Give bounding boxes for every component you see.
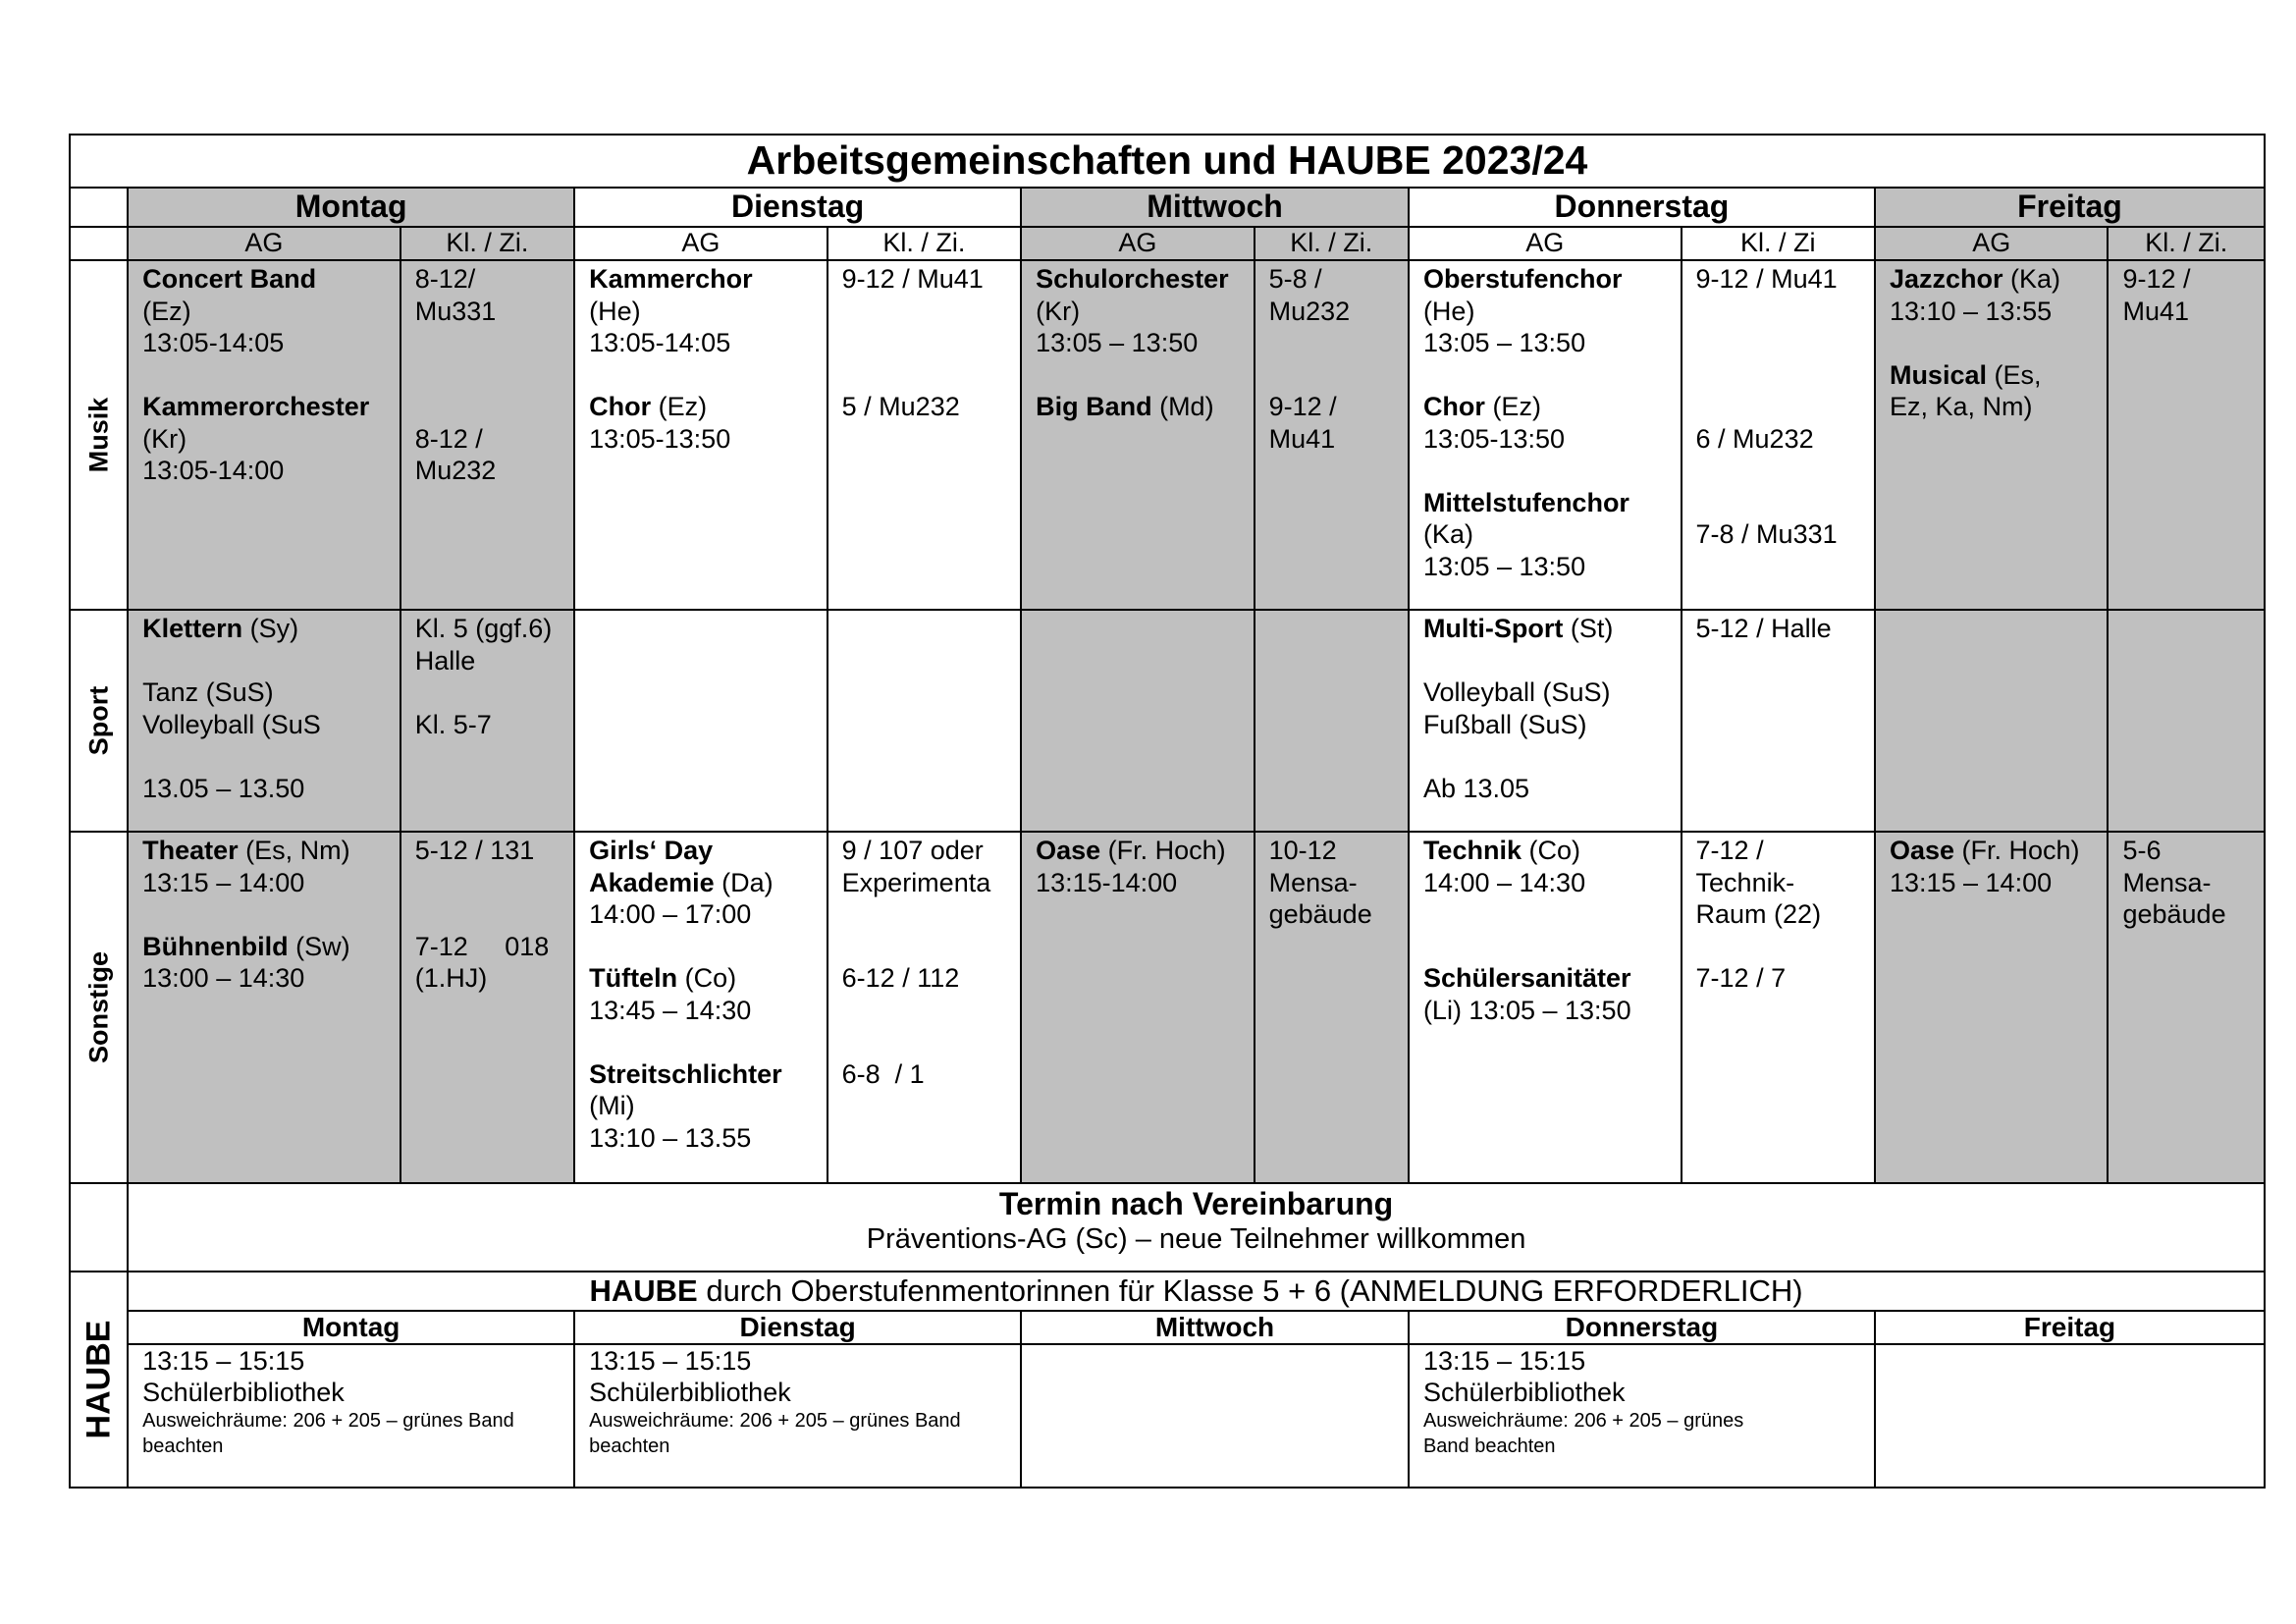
haube-note: beachten: [589, 1435, 670, 1457]
day-header-dienstag: Dienstag: [574, 188, 1021, 227]
ag-detail: (Da): [714, 867, 774, 897]
cell-line: [1036, 867, 1240, 899]
ag-detail: 13:45 – 14:30: [589, 995, 752, 1025]
cell-line: [589, 995, 813, 1027]
sonstige-dienstag-kl: [828, 832, 1021, 1183]
sonstige-montag-kl: [400, 832, 574, 1183]
ag-detail: (He): [589, 296, 641, 326]
schedule-sheet: [69, 134, 2266, 1489]
sport-donnerstag-kl: [1682, 610, 1875, 832]
termin-text: Präventions-AG (Sc) – neue Teilnehmer willkommen: [866, 1223, 1526, 1255]
cell-line: 9-12 /: [1268, 392, 1337, 421]
sport-montag-ag: [128, 610, 400, 832]
page-title: Arbeitsgemeinschaften und HAUBE 2023/24: [70, 135, 2265, 188]
ag-detail: Volleyball (SuS): [1422, 677, 1611, 707]
cell-line: [142, 263, 386, 296]
ag-detail: (Ka): [2002, 264, 2061, 294]
musik-freitag-kl: [2108, 260, 2265, 610]
haube-location: Schülerbibliothek: [589, 1378, 791, 1407]
ag-detail: (St): [1563, 614, 1614, 643]
termin-heading: Termin nach Vereinbarung: [998, 1186, 1394, 1221]
cell-line: 7-12 018: [414, 931, 550, 961]
sonstige-freitag-ag: [1875, 832, 2109, 1183]
day-header-montag: Montag: [128, 188, 574, 227]
ag-name: Kammerorchester: [142, 392, 370, 421]
haube-time: 13:15 – 15:15: [142, 1346, 305, 1376]
subheader-ag: AG: [1021, 227, 1255, 260]
cell-line: [1036, 835, 1240, 867]
cell-line: 9 / 107 oder: [841, 836, 984, 865]
cell-line: 6-12 / 112: [841, 963, 960, 993]
ag-detail: (Ez): [142, 296, 191, 326]
subheader-ag: AG: [128, 227, 400, 260]
cell-line: [1423, 613, 1667, 645]
ag-detail: (Kr): [142, 423, 187, 454]
row-label-haube: HAUBE: [70, 1272, 128, 1488]
cell-line: Technik-: [1695, 867, 1795, 897]
cell-line: 9-12 / Mu41: [841, 264, 984, 294]
ag-name: Streitschlichter: [589, 1058, 782, 1089]
cell-line: [589, 296, 813, 328]
row-label-sport: Sport: [70, 610, 128, 832]
ag-detail: (Fr. Hoch): [1100, 836, 1226, 865]
haube-time: 13:15 – 15:15: [1422, 1346, 1586, 1376]
cell-line: 5-6: [2122, 836, 2162, 865]
spacer: [1696, 327, 1860, 359]
spacer: [842, 898, 1006, 931]
ag-detail: 13:00 – 14:30: [142, 963, 305, 993]
cell-line: Mensa-: [1268, 867, 1358, 897]
haube-heading: HAUBE durch Oberstufenmentorinnen für Klasse 5 + 6 (ANMELDUNG ERFORDERLICH): [128, 1272, 2265, 1311]
cell-line: 5-12 / 131: [414, 836, 535, 865]
ag-name: Bühnenbild: [142, 931, 289, 961]
sonstige-dienstag-ag: [574, 832, 828, 1183]
ag-detail: (He): [1422, 296, 1475, 326]
cell-line: [1036, 296, 1240, 328]
spacer: [842, 995, 1006, 1027]
subheader-kl: Kl. / Zi.: [400, 227, 574, 260]
ag-detail: 13:15-14:00: [1036, 867, 1178, 897]
cell-line: [1423, 423, 1667, 456]
ag-detail: 13:05 – 13:50: [1422, 328, 1586, 357]
cell-line: Halle: [414, 645, 476, 676]
ag-detail: 13:05-14:05: [589, 328, 731, 357]
ag-detail: 13:10 – 13.55: [589, 1122, 752, 1153]
ag-detail: (Es,: [1987, 359, 2042, 390]
spacer: [1423, 359, 1667, 392]
cell-line: [589, 263, 813, 296]
row-label-sonstige: Sonstige: [70, 832, 128, 1183]
spacer: [1423, 931, 1667, 963]
haube-day-donnerstag: Donnerstag: [1409, 1311, 1875, 1344]
ag-name: Kammerchor: [589, 264, 753, 294]
cell-line: [589, 835, 813, 867]
cell-line: [142, 677, 386, 709]
spacer: [415, 327, 560, 359]
haube-location: Schülerbibliothek: [1422, 1378, 1626, 1407]
cell-line: [589, 867, 813, 899]
ag-detail: 14:00 – 17:00: [589, 899, 752, 929]
haube-note: Band beachten: [1422, 1435, 1556, 1457]
cell-line: [1423, 677, 1667, 709]
cell-line: [1423, 551, 1667, 583]
ag-name: Mittelstufenchor: [1422, 487, 1629, 517]
ag-detail: (Co): [677, 963, 737, 993]
sport-montag-kl: [400, 610, 574, 832]
spacer: [842, 296, 1006, 328]
cell-line: [142, 931, 386, 963]
subheader-ag: AG: [1409, 227, 1682, 260]
cell-line: gebäude: [1268, 899, 1372, 929]
cell-line: 10-12: [1268, 836, 1337, 865]
cell-line: [142, 962, 386, 995]
spacer: [1696, 296, 1860, 328]
sonstige-donnerstag-kl: [1682, 832, 1875, 1183]
haube-montag-cell: [128, 1344, 574, 1488]
spacer: [1890, 327, 2094, 359]
cell-line: 6 / Mu232: [1695, 423, 1814, 454]
haube-day-freitag: Freitag: [1875, 1311, 2265, 1344]
spacer: [1036, 359, 1240, 392]
cell-line: [589, 962, 813, 995]
ag-name: Theater: [142, 836, 239, 865]
ag-name: Chor: [1422, 392, 1485, 421]
cell-line: [142, 327, 386, 359]
cell-line: Mu232: [414, 456, 497, 485]
spacer: [1696, 391, 1860, 423]
cell-line: gebäude: [2122, 899, 2226, 929]
sonstige-donnerstag-ag: [1409, 832, 1682, 1183]
ag-name: Tüfteln: [589, 963, 678, 993]
spacer: [1423, 645, 1667, 677]
cell-line: 5 / Mu232: [841, 392, 960, 421]
subheader-kl: Kl. / Zi.: [828, 227, 1021, 260]
sport-dienstag-ag: [574, 610, 828, 832]
cell-line: 8-12 /: [414, 423, 483, 454]
cell-line: [589, 898, 813, 931]
subheader-ag: AG: [1875, 227, 2109, 260]
cell-line: 9-12 /: [2122, 264, 2191, 294]
cell-line: [589, 1122, 813, 1155]
corner-cell: [70, 227, 128, 260]
cell-line: [1423, 327, 1667, 359]
termin-cell: [128, 1183, 2265, 1272]
ag-detail: Volleyball (SuS: [142, 709, 321, 739]
cell-line: [1423, 296, 1667, 328]
cell-line: [589, 1058, 813, 1091]
ag-detail: Ab 13.05: [1422, 773, 1530, 803]
spacer: [589, 931, 813, 963]
cell-line: 7-8 / Mu331: [1695, 519, 1838, 549]
cell-line: Mu41: [2122, 296, 2190, 326]
day-header-donnerstag: Donnerstag: [1409, 188, 1875, 227]
spacer: [1696, 359, 1860, 392]
ag-name: Oberstufenchor: [1422, 264, 1623, 294]
cell-line: 7-12 / 7: [1695, 963, 1787, 993]
cell-line: Mu331: [414, 296, 497, 326]
corner-cell: [70, 188, 128, 227]
cell-line: Mensa-: [2122, 867, 2212, 897]
cell-line: Raum (22): [1695, 899, 1822, 929]
cell-line: [589, 423, 813, 456]
cell-line: 5-8 /: [1268, 264, 1322, 294]
ag-name: Akademie: [589, 867, 715, 897]
ag-name: Concert Band: [142, 264, 317, 294]
spacer: [415, 898, 560, 931]
musik-freitag-ag: [1875, 260, 2109, 610]
ag-name: Oase: [1036, 836, 1101, 865]
sonstige-montag-ag: [128, 832, 400, 1183]
cell-line: [142, 423, 386, 456]
haube-note: beachten: [142, 1435, 224, 1457]
musik-mittwoch-ag: [1021, 260, 1255, 610]
haube-time: 13:15 – 15:15: [589, 1346, 752, 1376]
cell-line: [1890, 867, 2094, 899]
cell-line: Kl. 5-7: [414, 709, 492, 739]
cell-line: [1423, 263, 1667, 296]
sport-freitag-ag: [1875, 610, 2109, 832]
spacer: [1696, 487, 1860, 519]
spacer: [142, 898, 386, 931]
cell-line: 9-12 / Mu41: [1695, 264, 1838, 294]
spacer: [142, 359, 386, 392]
musik-montag-ag: [128, 260, 400, 610]
ag-name: Big Band: [1036, 392, 1152, 421]
sport-freitag-kl: [2108, 610, 2265, 832]
cell-line: [1036, 263, 1240, 296]
cell-line: [1423, 709, 1667, 741]
spacer: [415, 391, 560, 423]
haube-day-montag: Montag: [128, 1311, 574, 1344]
cell-line: [142, 455, 386, 487]
musik-dienstag-ag: [574, 260, 828, 610]
haube-note: Ausweichräume: 206 + 205 – grünes Band: [142, 1410, 514, 1432]
ag-name: Oase: [1889, 836, 1955, 865]
spacer: [142, 645, 386, 677]
cell-line: [142, 391, 386, 423]
cell-line: [142, 709, 386, 741]
cell-line: [142, 867, 386, 899]
sport-donnerstag-ag: [1409, 610, 1682, 832]
ag-detail: 13:05-13:50: [589, 423, 731, 454]
ag-name: Musical: [1889, 359, 1987, 390]
subheader-kl: Kl. / Zi.: [2108, 227, 2265, 260]
ag-name: Jazzchor: [1889, 264, 2003, 294]
ag-detail: (Sw): [288, 931, 350, 961]
sport-mittwoch-kl: [1255, 610, 1409, 832]
spacer: [1423, 455, 1667, 487]
haube-location: Schülerbibliothek: [142, 1378, 345, 1407]
ag-detail: 13:05 – 13:50: [1036, 328, 1199, 357]
ag-detail: 13:05-14:00: [142, 456, 285, 485]
cell-line: [1890, 263, 2094, 296]
ag-detail: 13.05 – 13.50: [142, 773, 305, 803]
ag-name: Schulorchester: [1036, 264, 1229, 294]
cell-line: (1.HJ): [414, 963, 488, 993]
ag-detail: 13:05 – 13:50: [1422, 551, 1586, 581]
subheader-kl: Kl. / Zi: [1682, 227, 1875, 260]
cell-line: [1423, 995, 1667, 1027]
cell-line: [1036, 391, 1240, 423]
cell-line: [1423, 867, 1667, 899]
cell-line: 5-12 / Halle: [1695, 614, 1832, 643]
ag-detail: 14:00 – 14:30: [1422, 867, 1586, 897]
ag-detail: (Li) 13:05 – 13:50: [1422, 995, 1631, 1025]
spacer: [415, 867, 560, 899]
spacer: [1696, 455, 1860, 487]
cell-line: [589, 327, 813, 359]
termin-label-cell: [70, 1183, 128, 1272]
cell-line: [1423, 835, 1667, 867]
haube-dienstag-cell: [574, 1344, 1021, 1488]
spacer: [1696, 931, 1860, 963]
ag-detail: (Ka): [1422, 519, 1473, 549]
cell-line: Mu232: [1268, 296, 1351, 326]
ag-detail: (Ez): [1484, 392, 1541, 421]
cell-line: [142, 296, 386, 328]
spacer: [1423, 740, 1667, 773]
cell-line: [1890, 296, 2094, 328]
ag-detail: 13:05-14:05: [142, 328, 285, 357]
row-label-musik: Musik: [70, 260, 128, 610]
ag-detail: 13:05-13:50: [1422, 423, 1566, 454]
cell-line: Experimenta: [841, 867, 991, 897]
ag-detail: (Md): [1151, 392, 1214, 421]
spacer: [1269, 327, 1394, 359]
ag-detail: (Kr): [1036, 296, 1081, 326]
spacer: [142, 740, 386, 773]
spacer: [415, 359, 560, 392]
ag-detail: (Sy): [242, 614, 299, 643]
ag-detail: Ez, Ka, Nm): [1889, 392, 2033, 421]
cell-line: Kl. 5 (ggf.6): [414, 614, 553, 643]
haube-day-dienstag: Dienstag: [574, 1311, 1021, 1344]
spacer: [1423, 898, 1667, 931]
cell-line: 6-8 / 1: [841, 1058, 925, 1089]
haube-donnerstag-cell: [1409, 1344, 1875, 1488]
spacer: [1269, 359, 1394, 392]
ag-name: Chor: [589, 392, 652, 421]
subheader-kl: Kl. / Zi.: [1255, 227, 1409, 260]
cell-line: [589, 1090, 813, 1122]
ag-detail: 13:15 – 14:00: [142, 867, 305, 897]
ag-detail: 13:15 – 14:00: [1889, 867, 2053, 897]
haube-freitag-cell: [1875, 1344, 2265, 1488]
musik-mittwoch-kl: [1255, 260, 1409, 610]
musik-dienstag-kl: [828, 260, 1021, 610]
spacer: [842, 1026, 1006, 1058]
haube-note: Ausweichräume: 206 + 205 – grünes: [1422, 1410, 1744, 1432]
ag-detail: (Ez): [651, 392, 708, 421]
sport-dienstag-kl: [828, 610, 1021, 832]
cell-line: [1423, 518, 1667, 551]
cell-line: [1036, 327, 1240, 359]
cell-line: [142, 773, 386, 805]
cell-line: [142, 835, 386, 867]
cell-line: [142, 613, 386, 645]
musik-montag-kl: [400, 260, 574, 610]
cell-line: [1423, 773, 1667, 805]
haube-note: Ausweichräume: 206 + 205 – grünes Band: [589, 1410, 961, 1432]
ag-detail: (Co): [1521, 836, 1580, 865]
musik-donnerstag-ag: [1409, 260, 1682, 610]
cell-line: Mu41: [1268, 423, 1336, 454]
cell-line: [1890, 359, 2094, 392]
day-header-mittwoch: Mittwoch: [1021, 188, 1409, 227]
ag-name: Girls‘ Day: [589, 836, 714, 865]
cell-line: [1890, 835, 2094, 867]
cell-line: [589, 391, 813, 423]
cell-line: [1423, 962, 1667, 995]
spacer: [415, 677, 560, 709]
cell-line: 8-12/: [414, 264, 476, 294]
ag-detail: (Fr. Hoch): [1954, 836, 2080, 865]
ag-detail: Tanz (SuS): [142, 677, 274, 707]
ag-name: Technik: [1422, 836, 1522, 865]
subheader-ag: AG: [574, 227, 828, 260]
ag-detail: (Es, Nm): [238, 836, 350, 865]
sport-mittwoch-ag: [1021, 610, 1255, 832]
schedule-table: [69, 134, 2266, 1489]
sonstige-mittwoch-kl: [1255, 832, 1409, 1183]
ag-name: Schülersanitäter: [1422, 963, 1631, 993]
cell-line: [1890, 391, 2094, 423]
sonstige-freitag-kl: [2108, 832, 2265, 1183]
cell-line: [1423, 487, 1667, 519]
ag-detail: 13:10 – 13:55: [1889, 296, 2053, 326]
spacer: [842, 359, 1006, 392]
ag-name: Multi-Sport: [1422, 614, 1564, 643]
ag-detail: Fußball (SuS): [1422, 709, 1587, 739]
sonstige-mittwoch-ag: [1021, 832, 1255, 1183]
day-header-freitag: Freitag: [1875, 188, 2265, 227]
haube-day-mittwoch: Mittwoch: [1021, 1311, 1409, 1344]
haube-mittwoch-cell: [1021, 1344, 1409, 1488]
spacer: [842, 327, 1006, 359]
ag-detail: (Mi): [589, 1091, 635, 1120]
ag-name: Klettern: [142, 614, 243, 643]
spacer: [589, 1026, 813, 1058]
cell-line: [1423, 391, 1667, 423]
spacer: [842, 931, 1006, 963]
spacer: [589, 359, 813, 392]
musik-donnerstag-kl: [1682, 260, 1875, 610]
cell-line: 7-12 /: [1695, 836, 1764, 865]
